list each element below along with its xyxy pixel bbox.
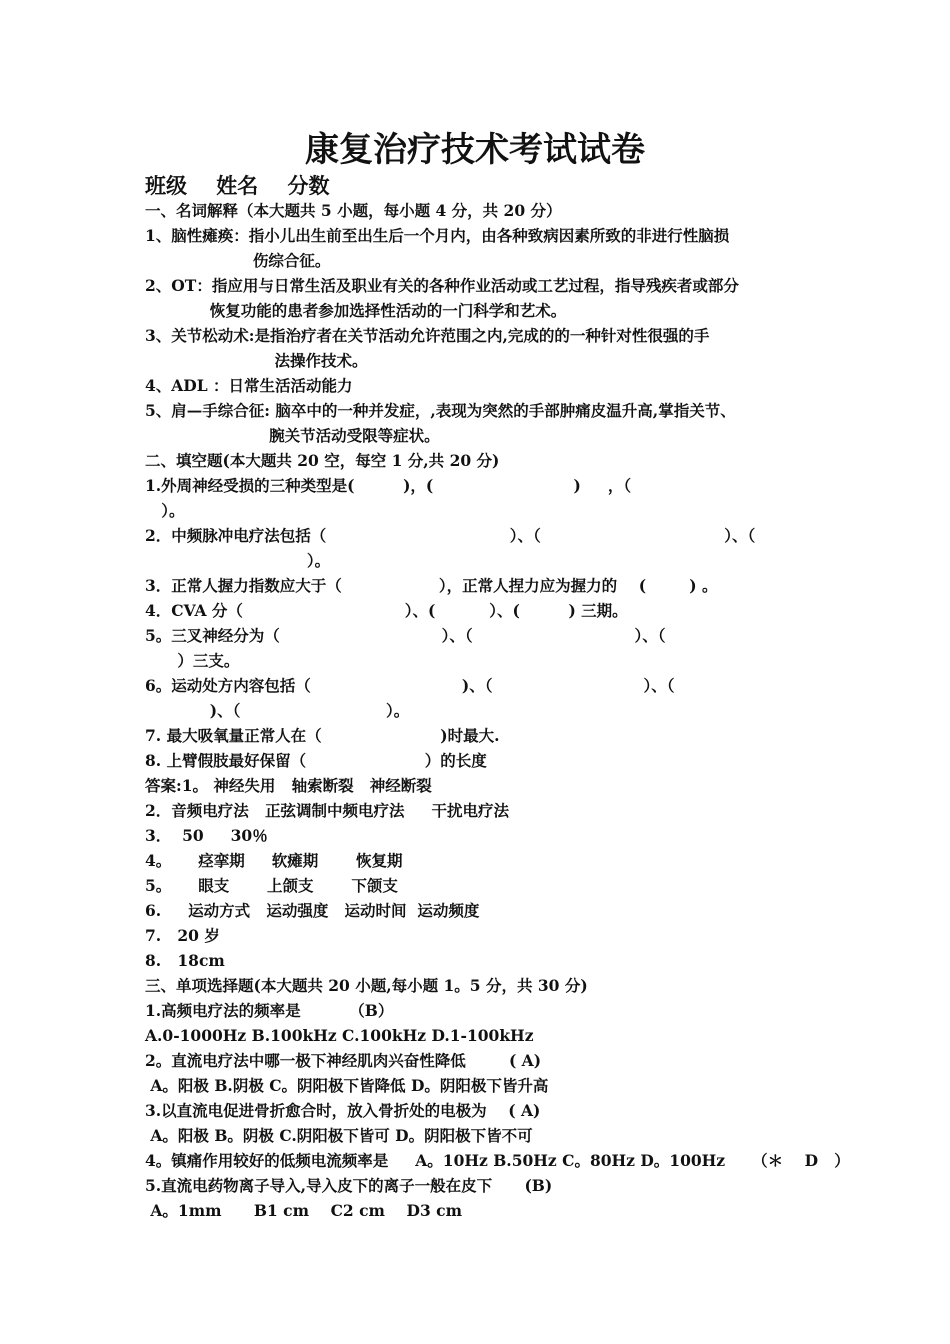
text-line: 2。直流电疗法中哪一极下神经肌肉兴奋性降低 ( A) — [145, 1051, 542, 1070]
text-line: 1.高频电疗法的频率是 （B） — [145, 1001, 394, 1020]
text-line: 2、OT：指应用与日常生活及职业有关的各种作业活动或工艺过程，指导残疾者或部分 — [145, 276, 739, 295]
section-heading: 一、名词解释（本大题共 5 小题，每小题 4 分，共 20 分） — [145, 201, 562, 220]
text-line: 3． 50 30％ — [145, 826, 268, 845]
text-line: 法操作技术。 — [145, 351, 368, 370]
text-line: 3、关节松动术:是指治疗者在关节活动允许范围之内,完成的的一种针对性很强的手 — [145, 326, 710, 345]
text-line: 5。 眼支 上颌支 下颌支 — [145, 876, 398, 895]
text-line: ）三支。 — [145, 651, 240, 670]
text-line: 4、ADL ：日常生活活动能力 — [145, 376, 353, 395]
text-line: 伤综合征。 — [145, 251, 331, 270]
header-fields: 班级 姓名 分数 — [145, 173, 330, 198]
text-line: 3.以直流电促进骨折愈合时，放入骨折处的电极为 ( A) — [145, 1101, 541, 1120]
text-line: A。1mm B1 cm C2 cm D3 cm — [145, 1201, 462, 1220]
text-line: 答案:1。 神经失用 轴索断裂 神经断裂 — [145, 776, 432, 795]
section-heading: 三、单项选择题(本大题共 20 小题,每小题 1。5 分，共 30 分) — [145, 976, 588, 995]
text-line: 5。三叉神经分为（ ）、（ ）、（ — [145, 626, 666, 645]
text-line: ）。 — [145, 551, 331, 570]
text-line: 2．音频电疗法 正弦调制中频电疗法 干扰电疗法 — [145, 801, 509, 820]
text-line: 6。运动处方内容包括（ )、（ ）、（ — [145, 676, 675, 695]
text-line: 4。 痉挛期 软瘫期 恢复期 — [145, 851, 403, 870]
text-line: 6. 运动方式 运动强度 运动时间 运动频度 — [145, 901, 480, 920]
text-line: A.0-1000Hz B.100kHz C.100kHz D.1-100kHz — [145, 1026, 534, 1045]
text-line: 8. 上臂假肢最好保留（ ）的长度 — [145, 751, 487, 770]
text-line: 1.外周神经受损的三种类型是( )，( ) ，（ — [145, 476, 632, 495]
text-line: 3．正常人握力指数应大于（ ），正常人捏力应为握力的 ( ) 。 — [145, 576, 718, 595]
text-line: 7. 最大吸氧量正常人在（ )时最大. — [145, 726, 500, 745]
text-line: 5、肩—手综合征: 脑卒中的一种并发症，,表现为突然的手部肿痛皮温升高,掌指关节、 — [145, 401, 736, 420]
page-title: 康复治疗技术考试试卷 — [305, 130, 645, 170]
text-line: 2．中频脉冲电疗法包括（ ）、（ ）、（ — [145, 526, 756, 545]
text-line: 恢复功能的患者参加选择性活动的一门科学和艺术。 — [145, 301, 567, 320]
text-line: A。阳极 B.阴极 C。阴阳极下皆降低 D。阴阳极下皆升高 — [145, 1076, 549, 1095]
text-line: )、（ ）。 — [145, 701, 410, 720]
text-line: 8. 18cm — [145, 951, 225, 970]
text-line: 4．CVA 分（ ）、( ）、( ) 三期。 — [145, 601, 628, 620]
text-line: 7. 20 岁 — [145, 926, 220, 945]
text-line: 4。镇痛作用较好的低频电流频率是 A。10Hz B.50Hz C。80Hz D。100Hz （＊ D ） — [145, 1151, 850, 1170]
section-heading: 二、填空题(本大题共 20 空，每空 1 分,共 20 分) — [145, 451, 500, 470]
text-line: A。阳极 B。阴极 C.阴阳极下皆可 D。阴阳极下皆不可 — [145, 1126, 533, 1145]
text-line: 1、脑性瘫痪：指小儿出生前至出生后一个月内，由各种致病因素所致的非进行性脑损 — [145, 226, 730, 245]
text-line: 腕关节活动受限等症状。 — [145, 426, 440, 445]
text-line: ）。 — [145, 501, 185, 520]
text-line: 5.直流电药物离子导入,导入皮下的离子一般在皮下 (B) — [145, 1176, 553, 1195]
